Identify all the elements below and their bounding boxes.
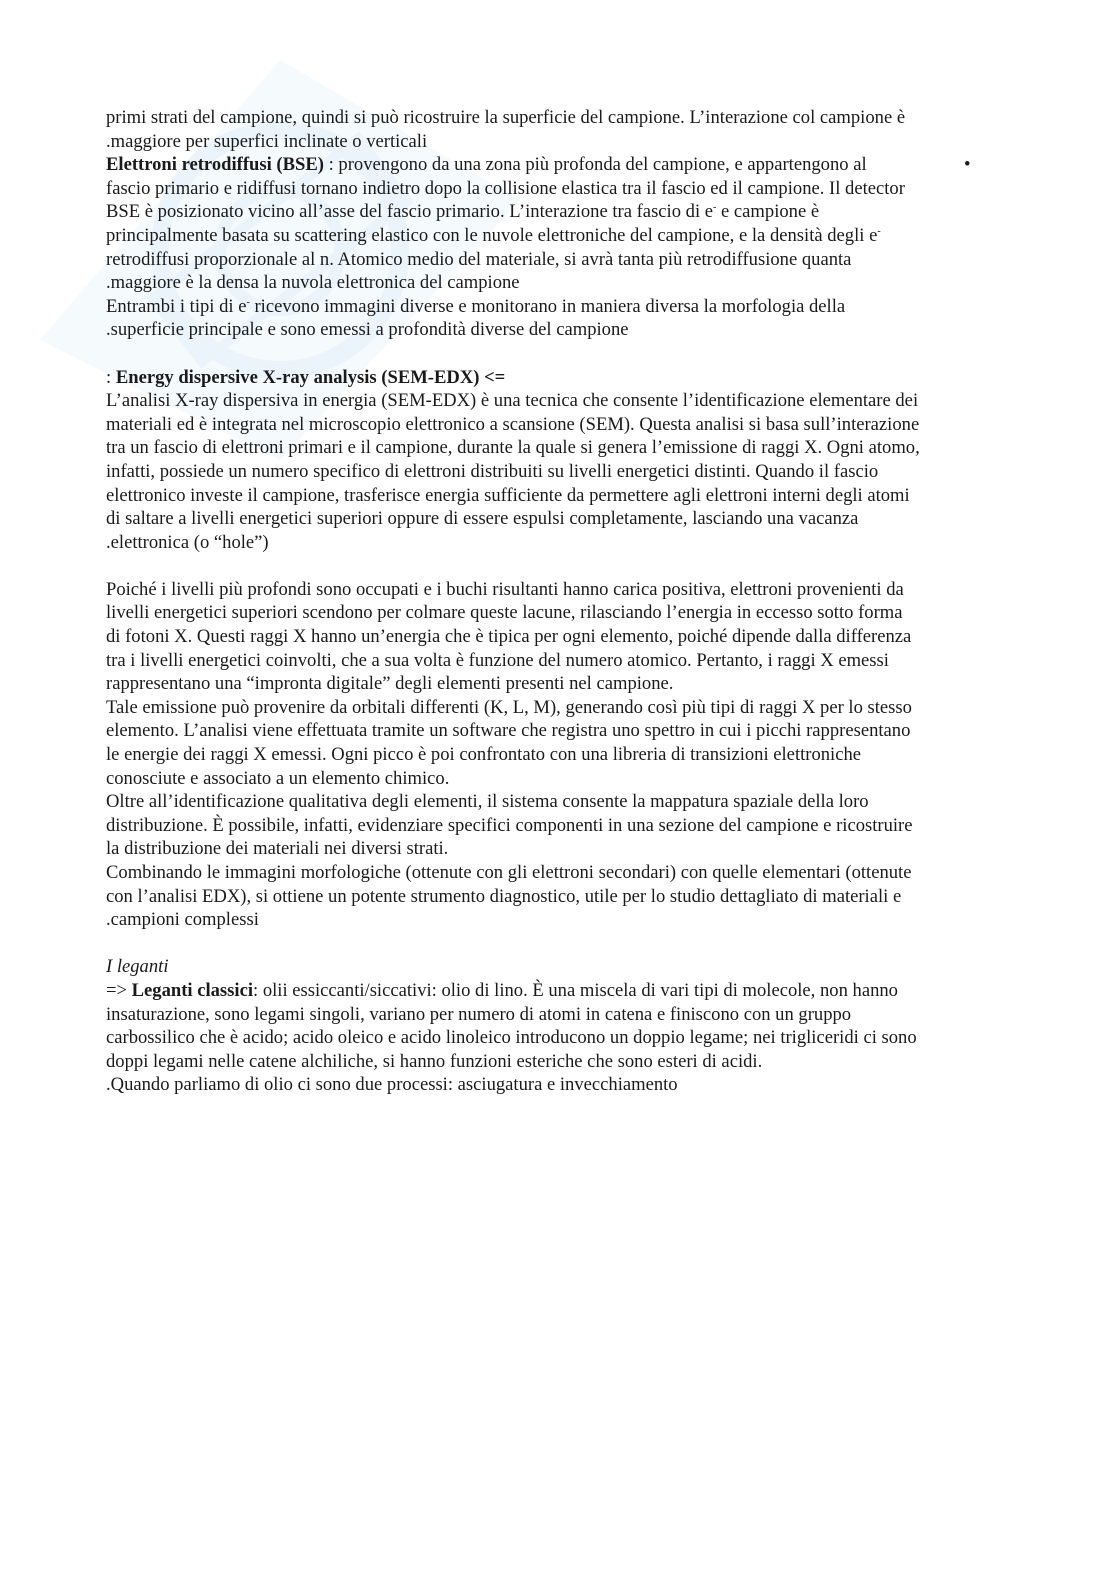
text-line: .campioni complessi (106, 909, 259, 931)
text-line: tra un fascio di elettroni primari e il campione, durante la quale si genera l’emissione di raggi X. Ogni atomo, (106, 437, 920, 459)
text-line: Tale emissione può provenire da orbitali differenti (K, L, M), generando così più tipi di raggi X per lo stesso (106, 696, 912, 718)
text-line: .maggiore è la densa la nuvola elettronica del campione (106, 272, 520, 294)
text-line: con l’analisi EDX), si ottiene un potente strumento diagnostico, utile per lo studio dettagliato di materiali e (106, 885, 902, 907)
edx-heading: Energy dispersive X-ray analysis (SEM-EDX) (115, 366, 480, 388)
edx-paragraph-1 (106, 389, 1006, 554)
text-line: di saltare a livelli energetici superiori oppure di essere espulsi completamente, lasciando una vacanza (106, 508, 859, 530)
edx-heading-line: : Energy dispersive X-ray analysis (SEM-EDX) <= (106, 366, 506, 388)
text-line: principalmente basata su scattering elastico con le nuvole elettroniche del campione, e la densità degli e- (106, 224, 881, 246)
text-line: elemento. L’analisi viene effettuata tramite un software che registra uno spettro in cui i picchi rappresentano (106, 720, 911, 742)
text-line: rappresentano una “impronta digitale” degli elementi presenti nel campione. (106, 673, 674, 695)
text-line: la distribuzione dei materiali nei diversi strati. (106, 838, 449, 860)
text-line: carbossilico che è acido; acido oleico e acido linoleico introducono un doppio legame; nei trigliceridi ci sono (106, 1027, 917, 1049)
text-line: distribuzione. È possibile, infatti, evidenziare specifici componenti in una sezione del campione e ricostruire (106, 814, 913, 836)
text-line: Entrambi i tipi di e- ricevono immagini diverse e monitorano in maniera diversa la morfologia della (106, 295, 846, 317)
bse-heading-line (106, 153, 1006, 177)
text-line: Oltre all’identificazione qualitativa degli elementi, il sistema consente la mappatura spaziale della loro (106, 791, 869, 813)
text-line: di fotoni X. Questi raggi X hanno un’energia che è tipica per ogni elemento, poiché dipende dalla differenza (106, 626, 912, 648)
text-line: tra i livelli energetici coinvolti, che a sua volta è funzione del numero atomico. Pertanto, i raggi X emessi (106, 649, 889, 671)
text-line: BSE è posizionato vicino all’asse del fascio primario. L’interazione tra fascio di e- e campione è (106, 201, 820, 223)
spacer (106, 342, 1006, 366)
leganti-paragraph (106, 1003, 1006, 1097)
section-title: I leganti (106, 956, 169, 978)
leganti-heading: Leganti classici (131, 979, 253, 1001)
text-line: primi strati del campione, quindi si può ricostruire la superficie del campione. L’interazione col campione è (106, 107, 906, 128)
text-line: L’analisi X-ray dispersiva in energia (SEM-EDX) è una tecnica che consente l’identificazione elementare dei (106, 390, 919, 412)
text-line: .superficie principale e sono emessi a profondità diverse del campione (106, 319, 629, 341)
leganti-heading-line: => Leganti classici: olii essiccanti/siccativi: olio di lino. È una miscela di vari tipi di molecole, non hanno (106, 979, 898, 1001)
text-line: : provengono da una zona più profonda del campione, e appartengono al (323, 154, 867, 176)
text-line: fascio primario e ridiffusi tornano indietro dopo la collisione elastica tra il fascio ed il campione. Il detector (106, 177, 905, 199)
spacer (106, 554, 1006, 578)
text-line: doppi legami nelle catene alchiliche, si hanno funzioni esteriche che sono esteri di acidi. (106, 1050, 763, 1072)
text-line: conosciute e associato a un elemento chimico. (106, 767, 450, 789)
document-body (106, 106, 1006, 1097)
edx-paragraph-2 (106, 578, 1006, 932)
bse-heading: Elettroni retrodiffusi (BSE) (106, 154, 324, 176)
text-line: insaturazione, sono legami singoli, variano per numero di atomi in catena e finiscono con un gruppo (106, 1003, 852, 1025)
bullet-icon: • (964, 154, 971, 176)
text-line: Combinando le immagini morfologiche (ottenute con gli elettroni secondari) con quelle elementari (ottenute (106, 862, 912, 883)
text-line: elettronico investe il campione, trasferisce energia sufficiente da permettere agli elettroni interni degli atomi (106, 484, 910, 506)
text-line: materiali ed è integrata nel microscopio elettronico a scansione (SEM). Questa analisi si basa sull’interazione (106, 413, 920, 435)
text-line: .elettronica (o “hole”) (106, 531, 269, 553)
text-line: le energie dei raggi X emessi. Ogni picco è poi confrontato con una libreria di transizioni elettroniche (106, 744, 862, 766)
spacer (106, 932, 1006, 956)
text-line: Poiché i livelli più profondi sono occupati e i buchi risultanti hanno carica positiva, elettroni provenienti da (106, 578, 904, 600)
text-line: infatti, possiede un numero specifico di elettroni distribuiti su livelli energetici distinti. Quando il fascio (106, 460, 879, 482)
text-line: retrodiffusi proporzionale al n. Atomico medio del materiale, si avrà tanta più retrodiffusione quanta (106, 248, 852, 270)
text-line: livelli energetici superiori scendono per colmare queste lacune, rilasciando l’energia in eccesso sotto forma (106, 602, 903, 624)
text-line: .Quando parliamo di olio ci sono due processi: asciugatura e invecchiamento (106, 1074, 678, 1096)
text-line: .maggiore per superfici inclinate o verticali (106, 130, 428, 152)
